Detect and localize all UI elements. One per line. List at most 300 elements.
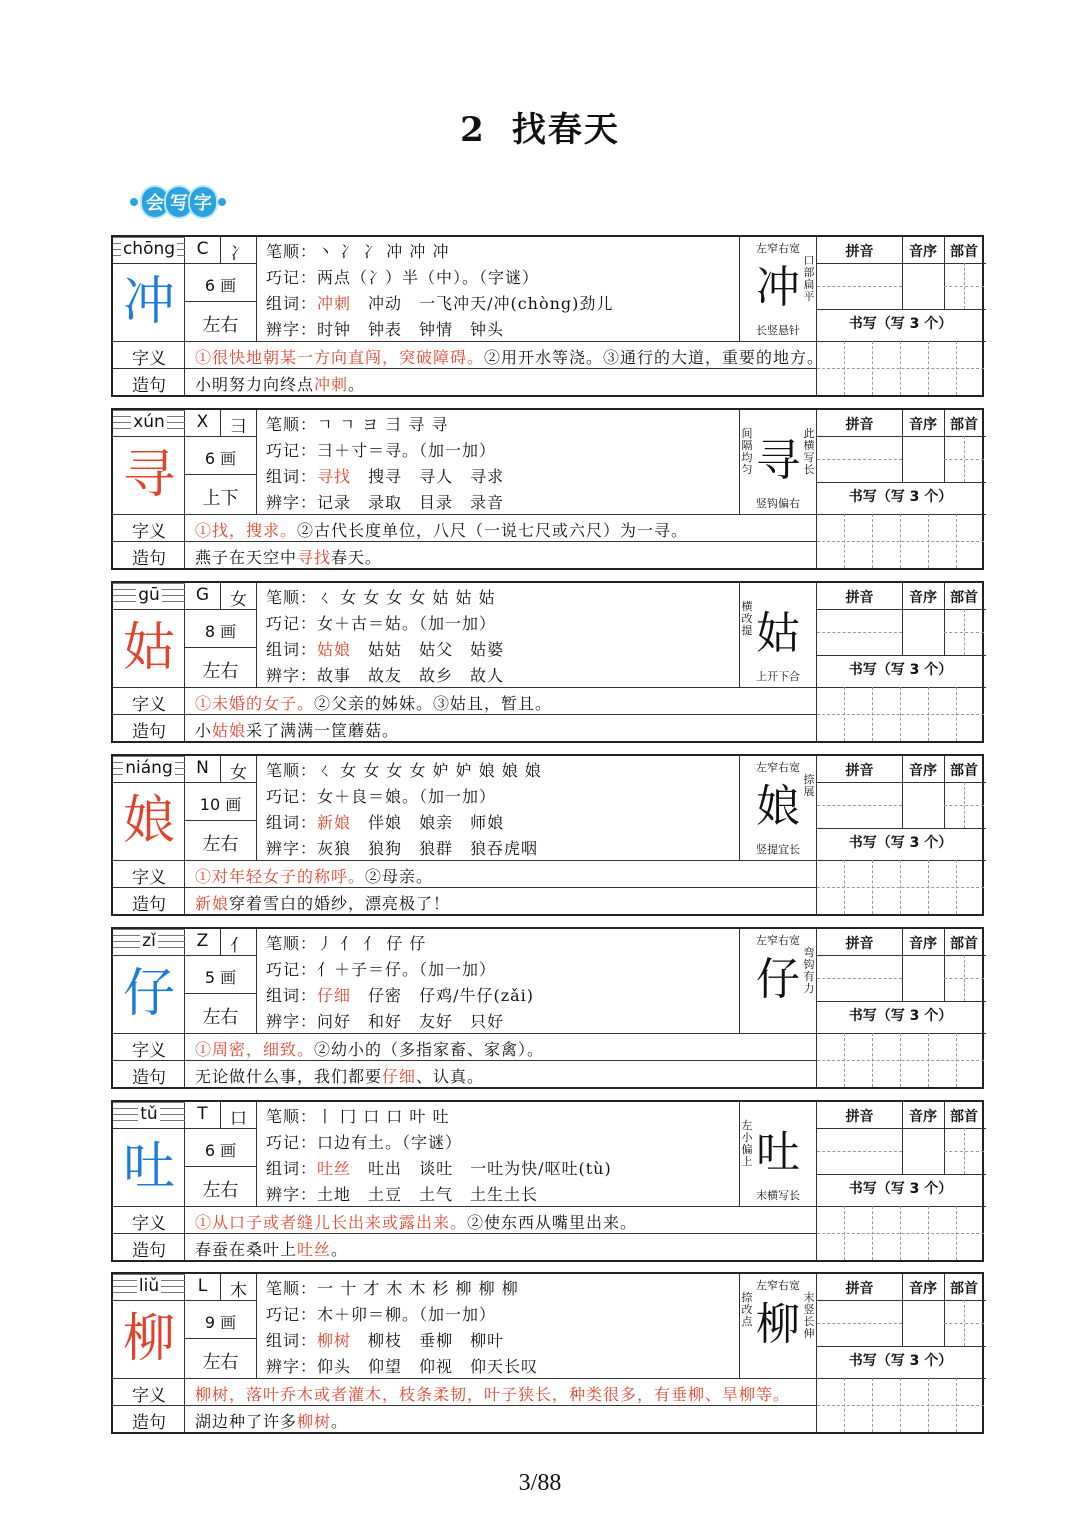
sentence-text [195, 1064, 484, 1087]
radical-header: 部首 [950, 763, 978, 779]
structure: 上下 [202, 488, 239, 509]
row-label: 巧记： [266, 1133, 318, 1152]
tip-right: 末竖长伸 [803, 1291, 815, 1340]
guide-line [956, 514, 957, 568]
divider [184, 1338, 256, 1339]
initial-letter: X [196, 412, 209, 432]
writing-tip-box [739, 410, 817, 514]
divider [113, 341, 816, 342]
writing-header: 书写（写 3 个） [848, 1353, 953, 1369]
text-run: 彐＋寸＝寻。（加一加） [317, 441, 497, 460]
guide-line [956, 1378, 957, 1432]
tip-glyph: 姑 [756, 608, 800, 659]
stroke-count: 6 画 [204, 1141, 237, 1160]
stroke-order [266, 931, 426, 954]
guide-line [944, 1151, 984, 1152]
pinyin-text: chōng [122, 239, 176, 259]
divider [816, 609, 986, 610]
divider [113, 1405, 816, 1406]
text-run: 。 [348, 375, 366, 394]
highlight-text: 柳树 [297, 1412, 332, 1431]
text-run: 春天。 [331, 548, 383, 567]
similar-chars [266, 663, 504, 686]
spacer [351, 1331, 368, 1350]
divider [816, 341, 986, 342]
text-run: 。 [331, 1412, 349, 1431]
tip-bottom: 长竖悬针 [756, 324, 800, 337]
radical: 女 [230, 590, 247, 610]
spacer [351, 640, 368, 659]
tip-top: 左窄右宽 [756, 1279, 800, 1292]
spacer [453, 813, 470, 832]
structure: 左右 [202, 661, 239, 682]
text-run: 采了满满一筐蘑菇。 [246, 721, 400, 740]
divider [113, 860, 816, 861]
guide-line [844, 341, 845, 395]
character-entry [111, 235, 984, 397]
divider [816, 1300, 986, 1301]
text-run: 女＋良＝娘。（加一加） [317, 787, 497, 806]
meaning-text [195, 691, 552, 714]
divider [184, 474, 256, 475]
spacer [402, 1331, 419, 1350]
pinyin-text: liǔ [138, 1276, 160, 1296]
spacer [402, 640, 419, 659]
stroke-order [266, 1276, 519, 1299]
tip-left: 左小偏上 [741, 1119, 753, 1168]
guide-line [872, 1206, 873, 1260]
divider [256, 756, 257, 860]
text-run: 姑姑 [368, 640, 403, 659]
divider [902, 237, 903, 309]
divider [113, 514, 816, 515]
radical: 口 [230, 1109, 247, 1129]
spacer [402, 1159, 419, 1178]
row-label: 巧记： [266, 268, 318, 287]
row-label: 笔顺： [266, 1279, 318, 1298]
structure: 左右 [202, 1180, 239, 1201]
radical-header: 部首 [950, 936, 978, 952]
highlight-text: 仔细 [382, 1067, 417, 1086]
row-label: 巧记： [266, 614, 318, 633]
divider [816, 860, 986, 861]
text-run: 燕子在天空中 [195, 548, 298, 567]
divider [184, 1166, 256, 1167]
divider [902, 756, 903, 828]
text-run: 无论做什么事，我们都要 [195, 1067, 383, 1086]
sequence-header: 音序 [909, 590, 937, 606]
divider [902, 583, 903, 655]
tip-right: 弯钩有力 [803, 946, 815, 995]
text-run: ㄑ 女 女 女 女 姑 姑 姑 [317, 588, 496, 607]
lesson-title: 找春天 [511, 110, 620, 150]
page-title [0, 102, 1080, 151]
guide-line [928, 1206, 929, 1260]
guide-line [900, 341, 901, 395]
highlight-text: 柳树，落叶乔木或者灌木，枝条柔韧，叶子狭长，种类很多，有垂柳、旱柳等。 [195, 1385, 791, 1404]
guide-line [817, 632, 902, 633]
character-entry [111, 1100, 984, 1262]
guide-line [944, 632, 984, 633]
writing-header: 书写（写 3 个） [848, 662, 953, 678]
highlight-text: ①从口子或者缝儿长出来或露出来。 [195, 1213, 468, 1232]
memory-tip [266, 1130, 462, 1153]
character-entry [111, 408, 984, 570]
highlight-text: ①找，搜求。 [195, 521, 298, 540]
divider [816, 1378, 986, 1379]
divider [902, 410, 903, 482]
writing-header: 书写（写 3 个） [848, 1008, 953, 1024]
initial-letter: Z [196, 931, 209, 951]
text-run: ②使东西从嘴里出来。 [467, 1213, 638, 1232]
word-groups [266, 291, 613, 314]
row-label: 组词： [266, 1159, 318, 1178]
meaning-label: 字义 [132, 349, 166, 369]
radical: 女 [230, 763, 247, 783]
badge-char: 会 [142, 187, 168, 217]
main-character: 寻 [122, 445, 175, 505]
divider [816, 1001, 986, 1002]
guide-line [817, 805, 902, 806]
tip-bottom: 竖提宜长 [756, 843, 800, 856]
guide-line [900, 1033, 901, 1087]
text-run: 一 十 才 木 木 杉 柳 柳 柳 [317, 1279, 519, 1298]
divider [816, 1174, 986, 1175]
memory-tip [266, 784, 496, 807]
pinyin-header: 拼音 [845, 244, 874, 260]
guide-line [817, 286, 902, 287]
stroke-count: 6 画 [204, 449, 237, 468]
memory-tip [266, 438, 496, 461]
stroke-count: 6 画 [204, 276, 237, 295]
radical-header: 部首 [950, 1109, 978, 1125]
text-run: 问好 和好 友好 只好 [317, 1012, 505, 1031]
radical: 彐 [230, 417, 247, 437]
text-run: ㄱ ㄱ ヨ 彐 寻 寻 [317, 415, 449, 434]
divider [816, 828, 986, 829]
sequence-header: 音序 [909, 1109, 937, 1125]
text-run: 寻人 [419, 467, 454, 486]
guide-line [956, 1206, 957, 1260]
divider [184, 993, 256, 994]
tip-glyph: 仔 [756, 954, 800, 1005]
text-run: 仔密 [368, 986, 403, 1005]
pinyin-line [113, 237, 185, 261]
meaning-label: 字义 [132, 522, 166, 542]
row-label: 巧记： [266, 787, 318, 806]
text-run: 穿着雪白的婚纱，漂亮极了！ [229, 894, 451, 913]
guide-line [928, 860, 929, 914]
stroke-count: 8 画 [204, 622, 237, 641]
sentence-text [195, 1237, 348, 1260]
divider [816, 687, 986, 688]
sentence-text [195, 891, 450, 914]
highlight-text: 寻找 [297, 548, 332, 567]
guide-line [872, 341, 873, 395]
text-run: 寻求 [470, 467, 505, 486]
pinyin-line [113, 1102, 185, 1126]
guide-line [872, 1033, 873, 1087]
guide-line [844, 1033, 845, 1087]
pinyin-header: 拼音 [845, 590, 874, 606]
word-groups [266, 983, 534, 1006]
highlight-text: 吐丝 [317, 1159, 352, 1178]
divider [113, 714, 816, 715]
initial-letter: N [196, 758, 209, 778]
guide-line [956, 687, 957, 741]
sentence-text [195, 545, 382, 568]
writing-tip-box [739, 1274, 817, 1378]
sentence-label: 造句 [132, 1413, 166, 1433]
stroke-count: 9 画 [204, 1313, 237, 1332]
text-run: 仔鸡/牛仔(zǎi) [419, 986, 535, 1005]
text-run: 师娘 [470, 813, 505, 832]
guide-line [928, 1033, 929, 1087]
guide-line [900, 1378, 901, 1432]
row-label: 笔顺： [266, 761, 318, 780]
highlight-text: 冲刺 [317, 294, 352, 313]
text-run: 丨 冂 口 口 叶 吐 [317, 1107, 450, 1126]
text-run: 记录 录取 目录 录音 [317, 493, 505, 512]
guide-line [872, 860, 873, 914]
row-label: 笔顺： [266, 934, 318, 953]
initial-letter: L [197, 1276, 208, 1296]
text-run: 冲动 [368, 294, 403, 313]
row-label: 组词： [266, 467, 318, 486]
highlight-text: 仔细 [317, 986, 352, 1005]
sentence-label: 造句 [132, 549, 166, 569]
row-label: 笔顺： [266, 242, 318, 261]
guide-line [872, 687, 873, 741]
highlight-text: 姑娘 [317, 640, 352, 659]
row-label: 笔顺： [266, 415, 318, 434]
sequence-header: 音序 [909, 936, 937, 952]
lesson-number: 2 [460, 110, 486, 150]
text-run: 小明努力向终点 [195, 375, 315, 394]
sentence-text [195, 1409, 348, 1432]
text-run: 伴娘 [368, 813, 403, 832]
divider [902, 929, 903, 1001]
guide-line [944, 1323, 984, 1324]
divider [113, 1033, 816, 1034]
text-run: 姑婆 [470, 640, 505, 659]
divider [944, 1102, 945, 1174]
pinyin-line [113, 756, 185, 780]
divider [113, 1233, 816, 1234]
text-run: 两点（冫）半（中）。（字谜） [317, 268, 540, 287]
similar-chars [266, 317, 504, 340]
spacer [453, 640, 470, 659]
character-entry [111, 1272, 984, 1434]
meaning-label: 字义 [132, 1041, 166, 1061]
text-run: 娘亲 [419, 813, 454, 832]
spacer [351, 813, 368, 832]
highlight-text: 寻找 [317, 467, 352, 486]
guide-line [928, 1378, 929, 1432]
spacer [402, 294, 419, 313]
section-badge [118, 188, 238, 216]
divider [184, 301, 256, 302]
spacer [351, 294, 368, 313]
pinyin-text: gū [138, 585, 160, 605]
divider [944, 929, 945, 1001]
divider [902, 1274, 903, 1346]
meaning-text [195, 1382, 790, 1405]
meaning-text [195, 864, 433, 887]
guide-line [956, 860, 957, 914]
radical-header: 部首 [950, 244, 978, 260]
pinyin-header: 拼音 [845, 417, 874, 433]
character-entry [111, 581, 984, 743]
guide-line [844, 1378, 845, 1432]
similar-chars [266, 836, 538, 859]
writing-tip-box [739, 929, 817, 1033]
guide-line [872, 514, 873, 568]
highlight-text: 新娘 [317, 813, 352, 832]
sentence-text [195, 372, 365, 395]
row-label: 组词： [266, 294, 318, 313]
meaning-label: 字义 [132, 868, 166, 888]
spacer [402, 813, 419, 832]
text-run: 亻＋子＝仔。（加一加） [317, 960, 497, 979]
text-run: 灰狼 狼狗 狼群 狼吞虎咽 [317, 839, 539, 858]
main-character: 冲 [122, 272, 175, 332]
highlight-text: ①未婚的女子。 [195, 694, 315, 713]
pinyin-text: tǔ [140, 1104, 158, 1124]
divider [113, 1378, 816, 1379]
divider [816, 782, 986, 783]
radical-header: 部首 [950, 1281, 978, 1297]
divider [816, 655, 986, 656]
writing-tip-box [739, 756, 817, 860]
divider [816, 436, 986, 437]
text-run: ②古代长度单位，八尺（一说七尺或六尺）为一寻。 [297, 521, 689, 540]
structure: 左右 [202, 315, 239, 336]
sentence-label: 造句 [132, 376, 166, 396]
divider [184, 820, 256, 821]
row-label: 巧记： [266, 441, 318, 460]
memory-tip [266, 1302, 496, 1325]
row-label: 组词： [266, 986, 318, 1005]
spacer [453, 467, 470, 486]
tip-glyph: 寻 [756, 435, 800, 486]
text-run: 仰头 仰望 仰视 仰天长叹 [317, 1357, 539, 1376]
text-run: 吐出 [368, 1159, 403, 1178]
pinyin-line [113, 929, 185, 953]
writing-header: 书写（写 3 个） [848, 489, 953, 505]
meaning-label: 字义 [132, 1386, 166, 1406]
text-run: 柳枝 [368, 1331, 403, 1350]
text-run: 故事 故友 故乡 故人 [317, 666, 505, 685]
meaning-text [195, 1210, 637, 1233]
guide-line [928, 687, 929, 741]
stroke-order [266, 239, 449, 262]
guide-line [900, 1206, 901, 1260]
main-character: 姑 [122, 618, 175, 678]
row-label: 组词： [266, 813, 318, 832]
divider [113, 687, 816, 688]
divider [944, 410, 945, 482]
guide-line [944, 459, 984, 460]
highlight-text: ①很快地朝某一方向直闯，突破障碍。 [195, 348, 485, 367]
initial-letter: T [197, 1104, 208, 1124]
sentence-label: 造句 [132, 1068, 166, 1088]
sentence-text [195, 718, 399, 741]
row-label: 巧记： [266, 960, 318, 979]
sentence-label: 造句 [132, 1241, 166, 1261]
guide-line [844, 860, 845, 914]
row-label: 辨字： [266, 839, 318, 858]
word-groups [266, 1156, 612, 1179]
text-run: 小 [195, 721, 213, 740]
guide-line [817, 459, 902, 460]
badge-dot [130, 198, 138, 206]
guide-line [872, 1378, 873, 1432]
word-groups [266, 1328, 504, 1351]
text-run: 搜寻 [368, 467, 403, 486]
text-run: 湖边种了许多 [195, 1412, 298, 1431]
radical-header: 部首 [950, 590, 978, 606]
divider [816, 514, 986, 515]
text-run: 垂柳 [419, 1331, 454, 1350]
tip-glyph: 冲 [756, 262, 800, 313]
text-run: ②幼小的（多指家畜、家禽）。 [314, 1040, 545, 1059]
row-label: 辨字： [266, 493, 318, 512]
meaning-text [195, 345, 824, 368]
divider [816, 1033, 986, 1034]
text-run: 一飞冲天/冲(chòng)劲儿 [419, 294, 614, 313]
row-label: 组词： [266, 640, 318, 659]
divider [816, 309, 986, 310]
text-run: 口边有土。（字谜） [317, 1133, 463, 1152]
guide-line [928, 341, 929, 395]
stroke-count: 10 画 [199, 795, 242, 814]
text-run: 春蚕在桑叶上 [195, 1240, 298, 1259]
tip-left: 捺改点 [741, 1291, 753, 1328]
structure: 左右 [202, 1007, 239, 1028]
tip-right: 捺展 [803, 773, 815, 798]
pinyin-line [113, 410, 185, 434]
radical-header: 部首 [950, 417, 978, 433]
structure: 左右 [202, 834, 239, 855]
divider [944, 1274, 945, 1346]
tip-glyph: 柳 [756, 1299, 800, 1350]
main-character: 柳 [122, 1309, 175, 1369]
badge-char: 写 [166, 187, 192, 217]
divider [816, 482, 986, 483]
pinyin-text: niáng [125, 758, 173, 778]
pinyin-header: 拼音 [845, 1281, 874, 1297]
text-run: 女＋古＝姑。（加一加） [317, 614, 497, 633]
memory-tip [266, 957, 496, 980]
tip-left: 间隔均匀 [741, 427, 753, 476]
highlight-text: ①周密，细致。 [195, 1040, 315, 1059]
pinyin-line [113, 583, 185, 607]
pinyin-header: 拼音 [845, 936, 874, 952]
divider [816, 1128, 986, 1129]
guide-line [956, 1033, 957, 1087]
tip-right: 口部扁平 [803, 254, 815, 303]
main-character: 吐 [122, 1137, 175, 1197]
writing-header: 书写（写 3 个） [848, 835, 953, 851]
divider [113, 1206, 816, 1207]
meaning-label: 字义 [132, 695, 166, 715]
divider [256, 1274, 257, 1378]
guide-line [944, 286, 984, 287]
guide-line [817, 1151, 902, 1152]
divider [113, 368, 816, 369]
text-run: 一吐为快/呕吐(tù) [470, 1159, 612, 1178]
